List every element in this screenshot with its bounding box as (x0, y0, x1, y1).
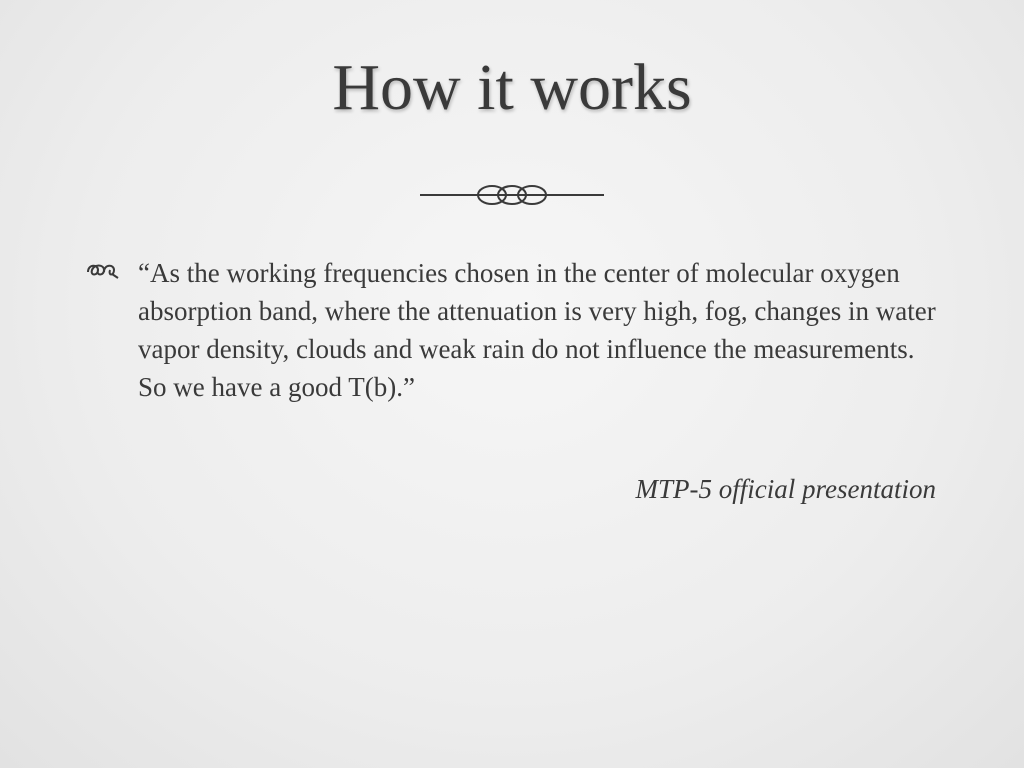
double-loop-bullet-icon (86, 260, 120, 280)
attribution: MTP-5 official presentation (635, 474, 936, 504)
flourish-divider-icon (420, 178, 604, 210)
slide-title: How it works (332, 51, 692, 124)
bullet-text: “As the working frequencies chosen in the center of molecular oxygen absorption band, where the attenuation is very high, fog, changes in water vapor density, clouds and weak rain do not influence the measurements. So we have a good T(b).” (138, 258, 936, 402)
